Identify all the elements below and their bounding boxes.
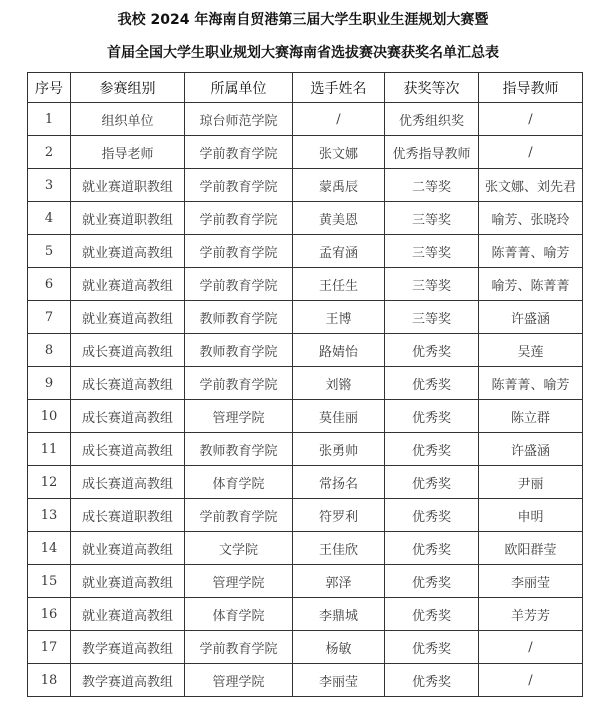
cell-unit: 学前教育学院 [185, 136, 293, 169]
cell-unit: 管理学院 [185, 400, 293, 433]
cell-seq: 6 [28, 268, 71, 301]
cell-unit: 学前教育学院 [185, 367, 293, 400]
table-row [28, 664, 583, 697]
table-body [28, 103, 583, 697]
cell-seq: 16 [28, 598, 71, 631]
cell-unit: 体育学院 [185, 598, 293, 631]
cell-award: 优秀奖 [385, 466, 479, 499]
document-title-line-2: 首届全国大学生职业规划大赛海南省选拔赛决赛获奖名单汇总表 [107, 45, 499, 61]
cell-seq: 17 [28, 631, 71, 664]
cell-seq: 12 [28, 466, 71, 499]
cell-award: 三等奖 [385, 301, 479, 334]
cell-unit: 学前教育学院 [185, 169, 293, 202]
cell-award: 优秀指导教师 [385, 136, 479, 169]
cell-group: 成长赛道高教组 [71, 334, 185, 367]
cell-name: 张文娜 [293, 136, 385, 169]
cell-unit: 体育学院 [185, 466, 293, 499]
cell-tutor: / [479, 103, 583, 136]
header-award: 获奖等次 [385, 73, 479, 103]
header-seq: 序号 [28, 73, 71, 103]
cell-group: 就业赛道高教组 [71, 565, 185, 598]
cell-name: 张勇帅 [293, 433, 385, 466]
table-row [28, 433, 583, 466]
cell-unit: 教师教育学院 [185, 334, 293, 367]
cell-award: 优秀奖 [385, 664, 479, 697]
table-header-row [28, 73, 583, 103]
cell-seq: 2 [28, 136, 71, 169]
table-row [28, 565, 583, 598]
cell-group: 就业赛道高教组 [71, 268, 185, 301]
cell-seq: 1 [28, 103, 71, 136]
header-group: 参赛组别 [71, 73, 185, 103]
cell-group: 就业赛道高教组 [71, 235, 185, 268]
cell-award: 优秀奖 [385, 598, 479, 631]
cell-award: 三等奖 [385, 235, 479, 268]
cell-unit: 管理学院 [185, 664, 293, 697]
cell-unit: 学前教育学院 [185, 202, 293, 235]
cell-group: 成长赛道高教组 [71, 400, 185, 433]
cell-unit: 教师教育学院 [185, 301, 293, 334]
cell-name: 黄美恩 [293, 202, 385, 235]
table-row [28, 499, 583, 532]
table-row [28, 268, 583, 301]
cell-tutor: 许盛涵 [479, 433, 583, 466]
cell-unit: 学前教育学院 [185, 499, 293, 532]
cell-seq: 10 [28, 400, 71, 433]
cell-award: 优秀奖 [385, 400, 479, 433]
cell-name: 符罗利 [293, 499, 385, 532]
cell-group: 就业赛道高教组 [71, 598, 185, 631]
cell-tutor: 陈立群 [479, 400, 583, 433]
cell-unit: 琼台师范学院 [185, 103, 293, 136]
cell-group: 成长赛道高教组 [71, 466, 185, 499]
table-row [28, 169, 583, 202]
cell-award: 优秀奖 [385, 433, 479, 466]
cell-group: 教学赛道高教组 [71, 631, 185, 664]
cell-tutor: 吴莲 [479, 334, 583, 367]
cell-tutor: 申明 [479, 499, 583, 532]
cell-tutor: 陈菁菁、喻芳 [479, 367, 583, 400]
table-row [28, 334, 583, 367]
cell-tutor: 喻芳、陈菁菁 [479, 268, 583, 301]
table-row [28, 235, 583, 268]
cell-unit: 学前教育学院 [185, 268, 293, 301]
cell-unit: 学前教育学院 [185, 631, 293, 664]
table-row [28, 103, 583, 136]
table-row [28, 598, 583, 631]
cell-tutor: 羊芳芳 [479, 598, 583, 631]
cell-seq: 9 [28, 367, 71, 400]
table-row [28, 532, 583, 565]
cell-seq: 15 [28, 565, 71, 598]
table-row [28, 301, 583, 334]
document-title-line-1: 我校 2024 年海南自贸港第三届大学生职业生涯规划大赛暨 [117, 12, 489, 28]
cell-award: 优秀奖 [385, 367, 479, 400]
cell-award: 三等奖 [385, 268, 479, 301]
cell-group: 就业赛道高教组 [71, 532, 185, 565]
cell-tutor: / [479, 136, 583, 169]
table-row [28, 136, 583, 169]
header-name: 选手姓名 [293, 73, 385, 103]
header-tutor: 指导教师 [479, 73, 583, 103]
cell-tutor: 欧阳群莹 [479, 532, 583, 565]
cell-name: 王博 [293, 301, 385, 334]
cell-seq: 18 [28, 664, 71, 697]
cell-award: 优秀奖 [385, 334, 479, 367]
cell-unit: 教师教育学院 [185, 433, 293, 466]
cell-tutor: / [479, 631, 583, 664]
cell-name: / [293, 103, 385, 136]
table-row [28, 631, 583, 664]
cell-award: 二等奖 [385, 169, 479, 202]
cell-seq: 8 [28, 334, 71, 367]
cell-group: 教学赛道高教组 [71, 664, 185, 697]
cell-award: 优秀奖 [385, 499, 479, 532]
cell-award: 优秀奖 [385, 532, 479, 565]
cell-group: 就业赛道高教组 [71, 301, 185, 334]
cell-name: 郭泽 [293, 565, 385, 598]
cell-tutor: 尹丽 [479, 466, 583, 499]
cell-tutor: 李丽莹 [479, 565, 583, 598]
cell-name: 路婧怡 [293, 334, 385, 367]
cell-name: 王任生 [293, 268, 385, 301]
cell-name: 王佳欣 [293, 532, 385, 565]
cell-unit: 文学院 [185, 532, 293, 565]
cell-unit: 管理学院 [185, 565, 293, 598]
awards-table [27, 72, 583, 697]
cell-seq: 7 [28, 301, 71, 334]
cell-name: 李鼎城 [293, 598, 385, 631]
table-row [28, 466, 583, 499]
cell-name: 李丽莹 [293, 664, 385, 697]
cell-group: 成长赛道职教组 [71, 499, 185, 532]
cell-seq: 13 [28, 499, 71, 532]
cell-award: 三等奖 [385, 202, 479, 235]
cell-tutor: 喻芳、张晓玲 [479, 202, 583, 235]
cell-seq: 11 [28, 433, 71, 466]
cell-seq: 3 [28, 169, 71, 202]
cell-group: 指导老师 [71, 136, 185, 169]
header-unit: 所属单位 [185, 73, 293, 103]
cell-group: 就业赛道职教组 [71, 169, 185, 202]
cell-name: 刘锵 [293, 367, 385, 400]
table-row [28, 202, 583, 235]
cell-name: 蒙禹辰 [293, 169, 385, 202]
cell-name: 孟宥涵 [293, 235, 385, 268]
cell-award: 优秀奖 [385, 631, 479, 664]
cell-name: 杨敏 [293, 631, 385, 664]
cell-tutor: 陈菁菁、喻芳 [479, 235, 583, 268]
table-row [28, 367, 583, 400]
cell-unit: 学前教育学院 [185, 235, 293, 268]
cell-group: 成长赛道高教组 [71, 367, 185, 400]
cell-seq: 5 [28, 235, 71, 268]
cell-seq: 4 [28, 202, 71, 235]
cell-award: 优秀奖 [385, 565, 479, 598]
cell-group: 组织单位 [71, 103, 185, 136]
cell-name: 常扬名 [293, 466, 385, 499]
cell-seq: 14 [28, 532, 71, 565]
cell-award: 优秀组织奖 [385, 103, 479, 136]
cell-tutor: / [479, 664, 583, 697]
cell-tutor: 许盛涵 [479, 301, 583, 334]
cell-tutor: 张文娜、刘先君 [479, 169, 583, 202]
cell-name: 莫佳丽 [293, 400, 385, 433]
table-row [28, 400, 583, 433]
cell-group: 就业赛道职教组 [71, 202, 185, 235]
cell-group: 成长赛道高教组 [71, 433, 185, 466]
